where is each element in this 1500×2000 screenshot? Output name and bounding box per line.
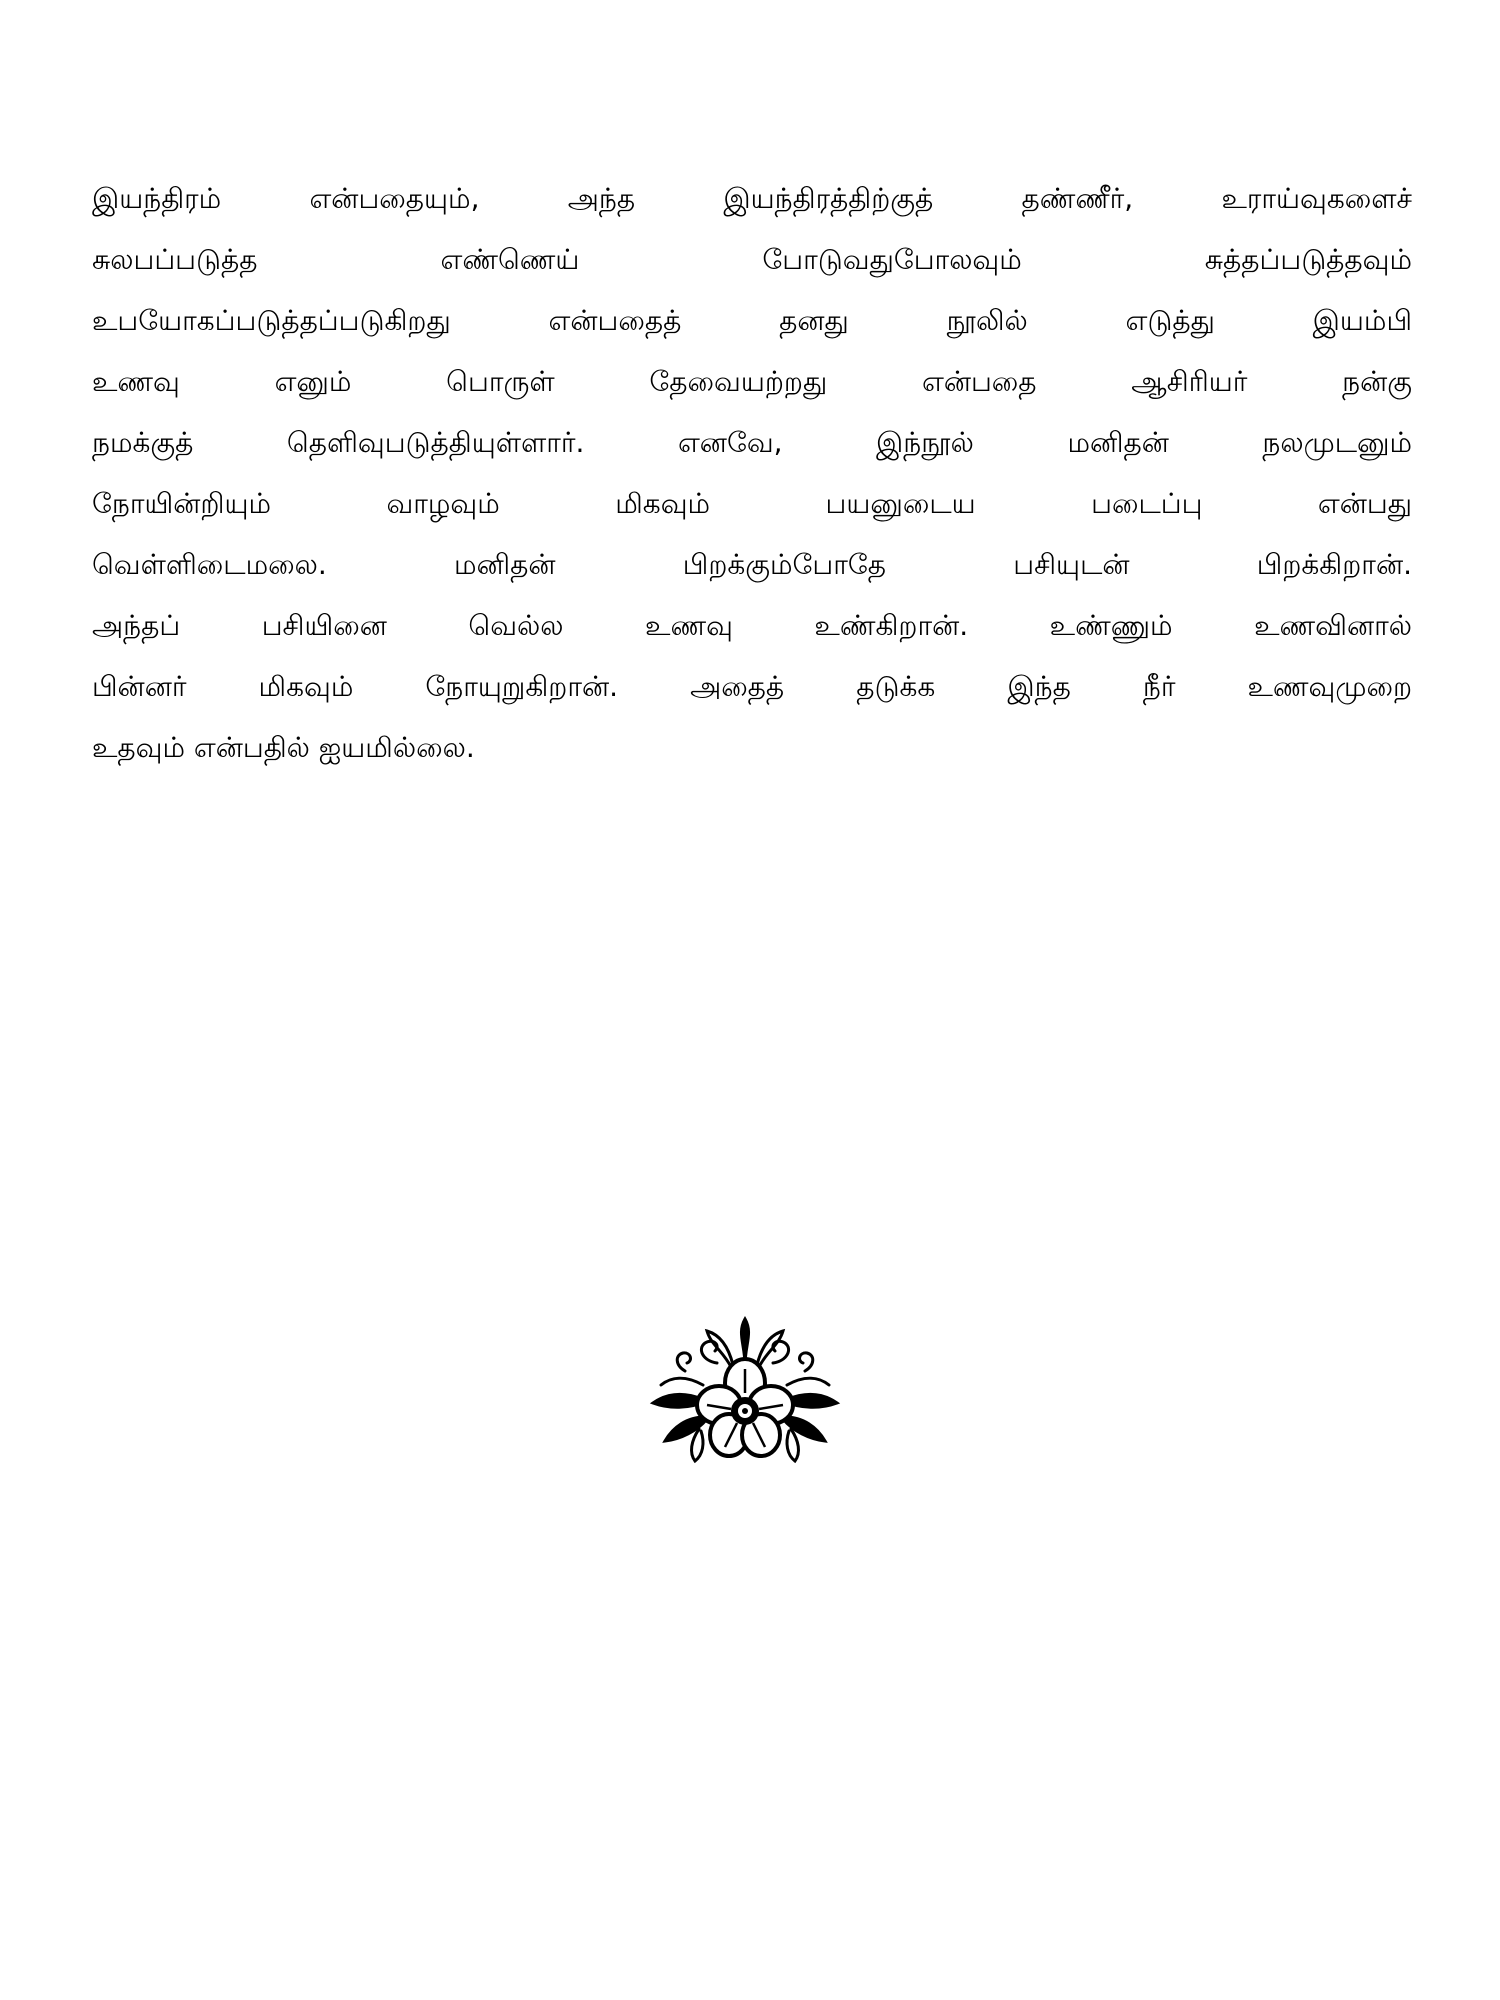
paragraph-line-4: உணவு எனும் பொருள் தேவையற்றது என்பதை ஆசிரியர் நன்கு bbox=[92, 365, 1412, 398]
paragraph-line-7: வெள்ளிடைமலை. மனிதன் பிறக்கும்போதே பசியுடன் பிறக்கிறான். bbox=[92, 548, 1412, 581]
floral-ornament-svg bbox=[645, 1305, 845, 1475]
paragraph-line-6: நோயின்றியும் வாழவும் மிகவும் பயனுடைய படைப்பு என்பது bbox=[92, 487, 1412, 520]
paragraph-line-8: அந்தப் பசியினை வெல்ல உணவு உண்கிறான். உண்ணும் உணவினால் bbox=[92, 609, 1412, 642]
body-paragraph bbox=[92, 168, 1412, 778]
floral-ornament-icon bbox=[645, 1305, 845, 1475]
paragraph-line-2: சுலபப்படுத்த எண்ணெய் போடுவதுபோலவும் சுத்தப்படுத்தவும் bbox=[92, 243, 1412, 276]
paragraph-line-10: உதவும் என்பதில் ஐயமில்லை. bbox=[92, 731, 475, 764]
paragraph-line-1: இயந்திரம் என்பதையும், அந்த இயந்திரத்திற்குத் தண்ணீர், உராய்வுகளைச் bbox=[92, 182, 1412, 215]
paragraph-line-9: பின்னர் மிகவும் நோயுறுகிறான். அதைத் தடுக்க இந்த நீர் உணவுமுறை bbox=[92, 670, 1412, 703]
paragraph-line-3: உபயோகப்படுத்தப்படுகிறது என்பதைத் தனது நூலில் எடுத்து இயம்பி bbox=[92, 304, 1412, 337]
paragraph-line-5: நமக்குத் தெளிவுபடுத்தியுள்ளார். எனவே, இந்நூல் மனிதன் நலமுடனும் bbox=[92, 426, 1412, 459]
